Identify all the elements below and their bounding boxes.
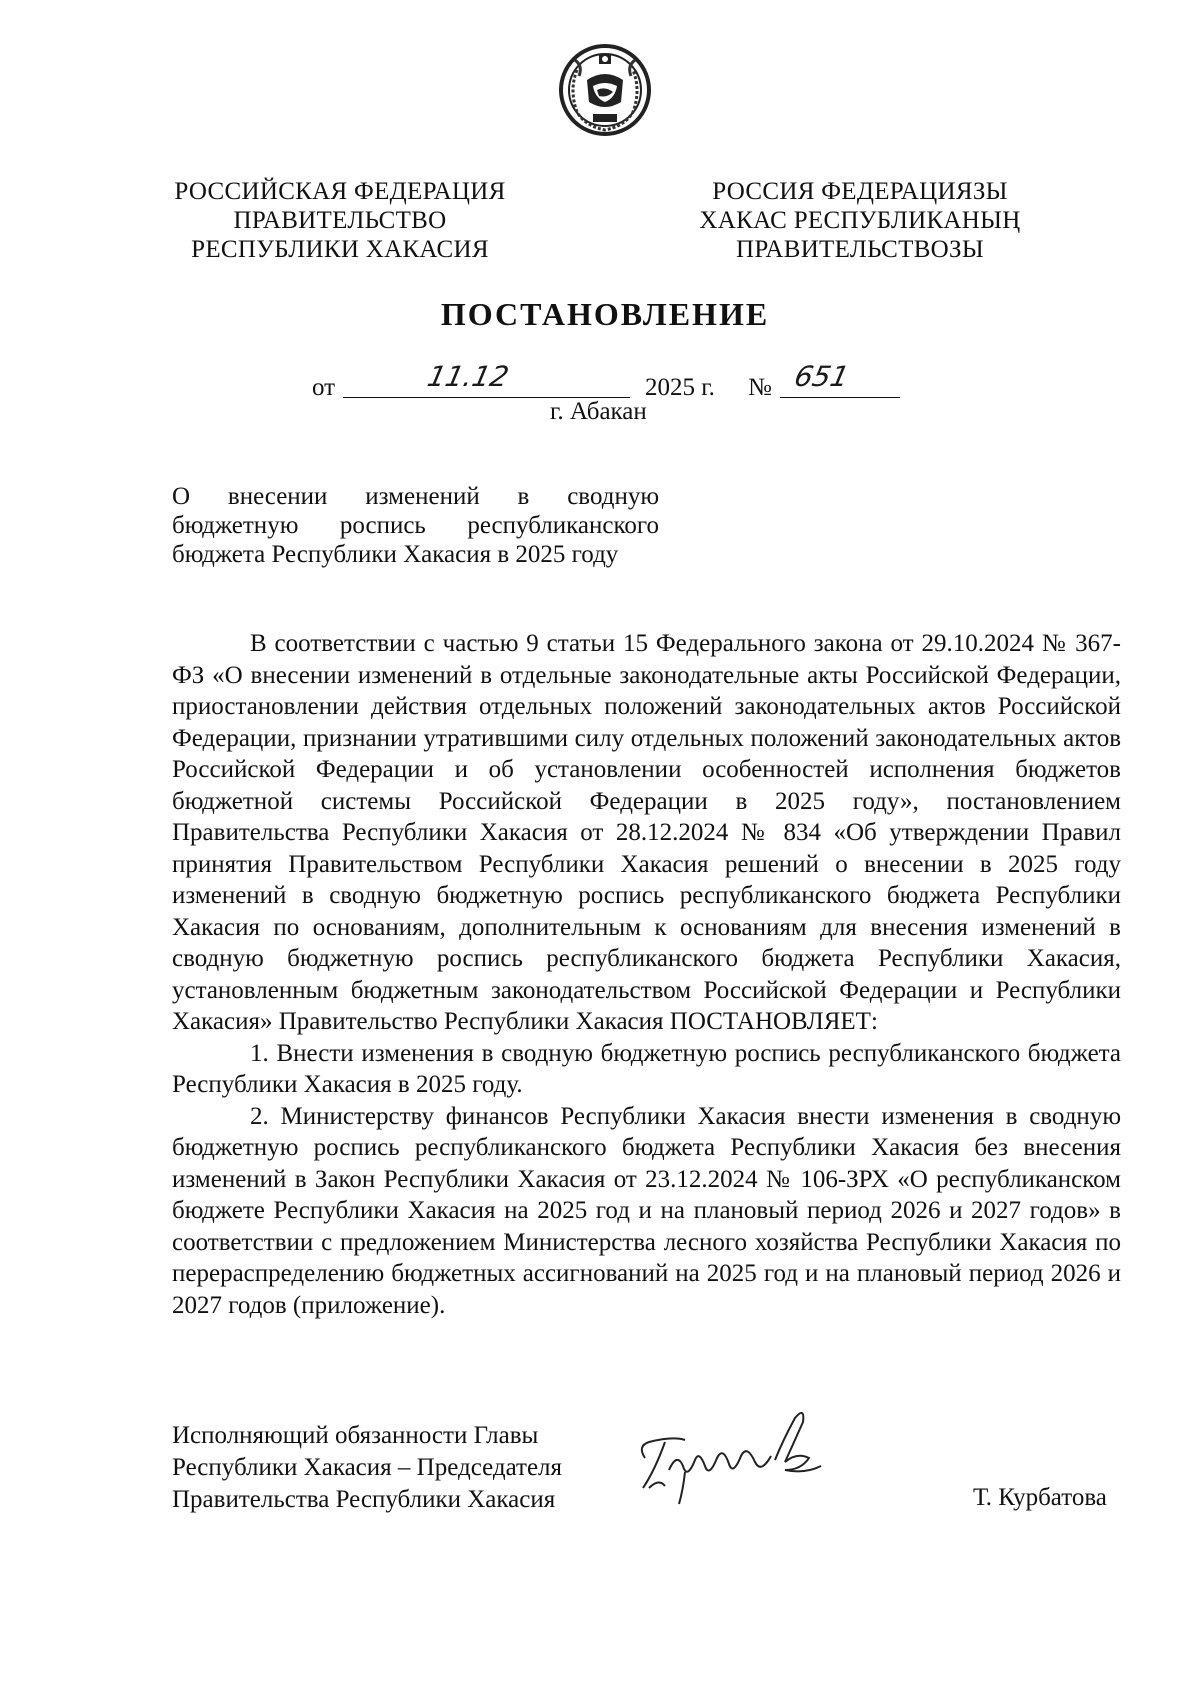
header-left-line-1: РОССИЙСКАЯ ФЕДЕРАЦИЯ [174, 178, 506, 205]
handwritten-date: 11.12 [424, 360, 512, 393]
year-label: 2025 г. [645, 374, 715, 401]
preamble-paragraph: В соответствии с частью 9 статьи 15 Федерального закона от 29.10.2024 № 367-ФЗ «О внесении изменений в отдельные законодательные акты Российской Федерации, приостановлении действия отдельных положений законодательных актов Российской Федерации, признании утратившими силу отдельных положений законодательных актов Российской Федерации и об установлении особенностей исполнения бюджетов бюджетной системы Российской Федерации в 2025 году», постановлением Правительства Республики Хакасия от 28.12.2024 № 834 «Об утверждении Правил принятия Правительством Республики Хакасия решений о внесении в 2025 году изменений в сводную бюджетную роспись республиканского бюджета Республики Хакасия по основаниям, дополнительным к основаниям для внесения изменений в сводную бюджетную роспись республиканского бюджета Республики Хакасия, установленным бюджетным законодательством Российской Федерации и Республики Хакасия» Правительство Республики Хакасия ПОСТАНОВЛЯЕТ: [172, 630, 1121, 1035]
signer-line-2: Республики Хакасия – Председателя [172, 1454, 563, 1481]
document-body [172, 628, 1121, 1321]
khakassia-coat-of-arms-icon [555, 40, 655, 140]
subject-line-1: О внесении изменений в сводную [172, 483, 659, 510]
subject-line-2: бюджетную роспись республиканского [172, 512, 659, 539]
subject-block [172, 482, 659, 569]
city: г. Абакан [550, 398, 647, 425]
header-left-line-3: РЕСПУБЛИКИ ХАКАСИЯ [191, 236, 489, 263]
document-title: ПОСТАНОВЛЕНИЕ [440, 296, 770, 332]
item-1-paragraph: 1. Внести изменения в сводную бюджетную роспись республиканского бюджета Республики Хакасия в 2025 году. [172, 1039, 1121, 1098]
header-right-line-1: РОССИЯ ФЕДЕРАЦИЯЗЫ [712, 178, 1008, 205]
dateline [0, 360, 1200, 402]
signer-name: Т. Курбатова [973, 1484, 1107, 1511]
signer-line-3: Правительства Республики Хакасия [172, 1486, 556, 1513]
number-underline [780, 397, 900, 398]
header-left [170, 177, 510, 264]
header-right [680, 177, 1040, 264]
number-label: № [748, 374, 772, 401]
signer-line-1: Исполняющий обязанности Главы [172, 1422, 539, 1449]
signer-title [172, 1420, 562, 1516]
header-right-line-3: ПРАВИТЕЛЬСТВОЗЫ [736, 236, 984, 263]
header-right-line-2: ХАКАС РЕСПУБЛИКАНЫҢ [699, 207, 1021, 234]
header-left-line-2: ПРАВИТЕЛЬСТВО [233, 207, 447, 234]
handwritten-signature [625, 1400, 840, 1515]
handwritten-number: 651 [791, 360, 852, 393]
item-2-paragraph: 2. Министерству финансов Республики Хакасия внести изменения в сводную бюджетную роспись республиканского бюджета Республики Хакасия без внесения изменений в Закон Республики Хакасия от 23.12.2024 № 106-ЗРХ «О республиканском бюджете Республики Хакасия на 2025 год и на плановый период 2026 и 2027 годов» в соответствии с предложением Министерства лесного хозяйства Республики Хакасия по перераспределению бюджетных ассигнований на 2025 год и на плановый период 2026 и 2027 годов (приложение). [172, 1102, 1121, 1319]
subject-line-3: бюджета Республики Хакасия в 2025 году [172, 541, 619, 568]
from-label: от [312, 374, 336, 401]
